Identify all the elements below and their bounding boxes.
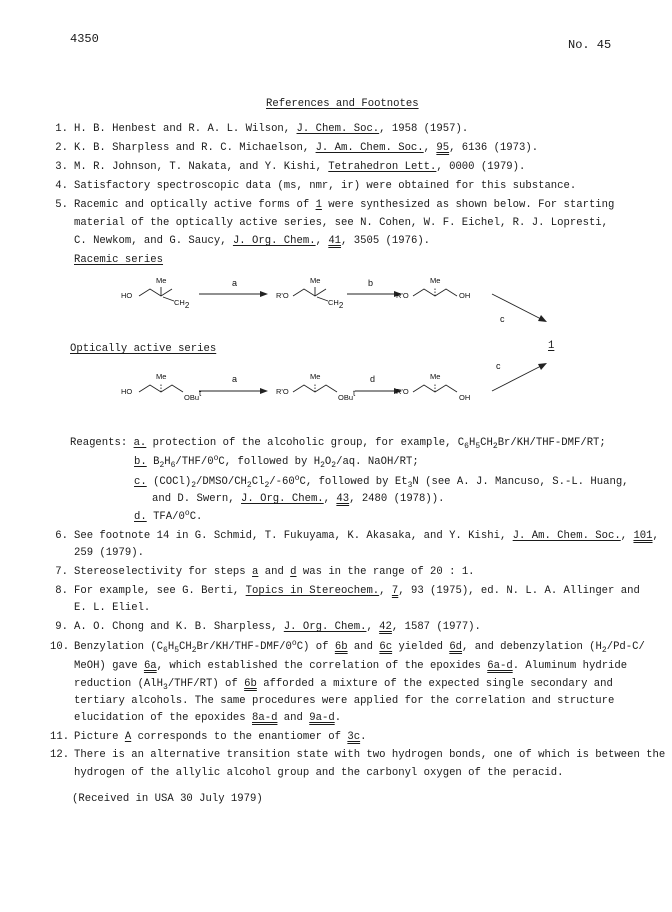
section-heading: References and Footnotes <box>266 98 419 110</box>
ref-12-line-2: hydrogen of the allylic alcohol group and the carbonyl oxygen of the peracid. <box>74 767 564 779</box>
ref-2: 2. K. B. Sharpless and R. C. Michaelson, J. Am. Chem. Soc., 95, 6136 (1973). <box>55 142 539 154</box>
reagents-c: c. $(COCl)_2/DMSO/CH_2Cl_2/-60^oC$, followed by $Et_3N$ (see A. J. Mancuso, S.-L. Huang, <box>134 474 629 490</box>
oh-label: OH <box>459 291 471 300</box>
ref-10-line-5: elucidation of the epoxides 8a-d and 9a-d. <box>74 712 342 724</box>
compound-1: 1 <box>315 199 322 211</box>
ref-10-line-3: reduction (AlH$_3$/THF/RT) of 6b afforded a mixture of the expected single secondary and <box>74 678 613 692</box>
ref-10-line-2: MeOH) gave 6a, which established the correlation of the epoxides 6a-d. Aluminum hydride <box>74 660 628 672</box>
ref-12: 12. There is an alternative transition state with two hydrogen bonds, one of which is between the <box>50 749 666 761</box>
me-label: Me <box>430 276 441 285</box>
me-label: Me <box>310 276 321 285</box>
ref-2-journal: J. Am. Chem. Soc. <box>315 142 424 154</box>
me-label: Me <box>310 372 321 381</box>
ref-8: 8. For example, see G. Berti, Topics in Stereochem., 7, 93 (1975), ed. N. L. A. Allinger and <box>55 585 640 597</box>
ref-10-line-4: tertiary alcohols. The same procedures were applied for the correlation and structure <box>74 695 615 707</box>
ref-5-line-3: C. Newkom, and G. Saucy, J. Org. Chem., 41, 3505 (1976). <box>74 235 431 247</box>
reagents-b: b. $B_2H_6/THF/0^oC$, followed by $H_2O_2/aq$. NaOH/RT; <box>134 454 419 470</box>
ref-5-line-2: material of the optically active series, see N. Cohen, W. F. Eichel, R. J. Lopresti, <box>74 217 609 229</box>
rpo-label: R'O <box>396 291 409 300</box>
racemic-series-label: Racemic series <box>74 254 164 266</box>
ref-5-line-1: 5. Racemic and optically active forms of 1 were synthesized as shown below. For starting <box>55 199 615 211</box>
step-a-label: a <box>232 374 238 384</box>
oh-label: OH <box>459 393 471 402</box>
rpo-label: R'O <box>276 291 289 300</box>
reaction-scheme <box>0 0 672 420</box>
ref-4: 4. Satisfactory spectroscopic data (ms, nmr, ir) were obtained for this substance. <box>55 180 577 192</box>
ho-label: HO <box>121 387 133 396</box>
ref-6: 6. See footnote 14 in G. Schmid, T. Fukuyama, K. Akasaka, and Y. Kishi, J. Am. Chem. Soc., 101, <box>55 530 659 542</box>
ref-5-journal: J. Org. Chem. <box>232 235 316 247</box>
ref-9: 9. A. O. Chong and K. B. Sharpless, J. Org. Chem., 42, 1587 (1977). <box>55 621 481 633</box>
reagents-d: d. TFA/0$^o$C. <box>134 509 203 523</box>
me-label: Me <box>430 372 441 381</box>
ref-6-line-2: 259 (1979). <box>74 547 144 559</box>
issue-number: No. 45 <box>568 38 612 52</box>
ref-1-journal: J. Chem. Soc. <box>296 123 380 135</box>
me-label: Me <box>156 276 167 285</box>
reagents-c-line-2: and D. Swern, J. Org. Chem., 43, 2480 (1978)). <box>152 493 445 505</box>
me-label: Me <box>156 372 167 381</box>
ref-11: 11. Picture A corresponds to the enantiomer of 3c. <box>50 731 367 743</box>
ref-10-line-1: 10. Benzylation $(C_6H_5CH_2Br/KH/THF-DMF/0^oC)$ of 6b and 6c yielded 6d, and debenzylation ($H_2/Pd-C/$ <box>50 639 645 655</box>
ref-7: 7. Stereoselectivity for steps a and d was in the range of 20 : 1. <box>55 566 475 578</box>
obut-label: OBu$^t$ <box>338 389 356 402</box>
step-a-label: a <box>232 278 238 288</box>
racemic-start-skeleton <box>139 289 172 296</box>
ch2-label: $CH_2$ <box>174 298 190 310</box>
step-b-label: b <box>368 278 374 288</box>
step-d-label: d <box>370 374 376 384</box>
ref-3: 3. M. R. Johnson, T. Nakata, and Y. Kishi, Tetrahedron Lett., 0000 (1979). <box>55 161 526 173</box>
reagents-a: Reagents: a. protection of the alcoholic group, for example, $C_6H_5CH_2Br/KH/THF-DMF/RT$; <box>70 437 606 451</box>
ch2-label: $CH_2$ <box>328 298 344 310</box>
product-1-label: 1 <box>548 340 555 352</box>
ref-1: 1. H. B. Henbest and R. A. L. Wilson, J. Chem. Soc., 1958 (1957). <box>55 123 469 135</box>
optically-active-series-label: Optically active series <box>70 343 217 355</box>
ref-5-volume: 41 <box>328 235 342 247</box>
rpo-label: R'O <box>276 387 289 396</box>
ref-3-journal: Tetrahedron Lett. <box>328 161 437 173</box>
obut-label: OBu$^t$ <box>184 389 202 402</box>
step-c-label: c <box>496 361 501 371</box>
ref-8-line-2: E. L. Eliel. <box>74 602 151 614</box>
page-number: 4350 <box>70 32 99 46</box>
ref-2-volume: 95 <box>436 142 450 154</box>
rpo-label: R'O <box>396 387 409 396</box>
step-c-label: c <box>500 314 505 324</box>
ho-label: HO <box>121 291 133 300</box>
received-note: (Received in USA 30 July 1979) <box>72 793 263 805</box>
